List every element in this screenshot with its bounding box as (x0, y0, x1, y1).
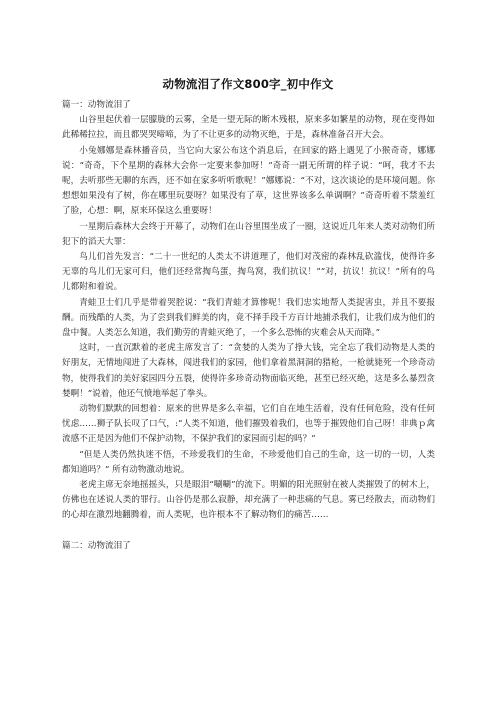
paragraph: “但是人类仍然执迷不悟，不珍爱我们的生命，不珍爱他们自己的生命，这一切的一切，人类都知道吗？” 所有动物激动地说。 (62, 449, 435, 475)
section-spacer (62, 524, 435, 539)
paragraph: 小兔娜娜是森林播音员，当它向大家公布这个消息后，在回家的路上遇见了小猴奇奇，娜娜说：“奇奇，下个星期的森林大会你一定要来参加呀！”奇奇一副无所谓的样子说：“呵，我才不去呢，去听那些无聊的东西，还不如在家多听听歌呢！”娜娜说：“不对，这次谈论的是环境问题。你想想如果没有了树，你在哪里玩耍呀？如果没有了草，这世界该多么单调啊？”奇奇听着不禁羞红了脸，心想：啊，原来环保这么重要呀！ (62, 145, 435, 217)
paragraph: 动物们默默的回想着：原来的世界是多么幸福，它们自在地生活着，没有任何危险，没有任何忧虑……狮子队长叹了口气，:“人类不知道，他们摧毁着我们，也等于摧毁他们自己呀！非典ｐ禽流感不正是因为他们不保护动物，不保护我们的家园而引起的吗？” (62, 404, 435, 445)
section-heading-1: 篇一：动物流泪了 (62, 100, 131, 110)
document-title: 动物流泪了作文800字_初中作文 (162, 77, 334, 91)
paragraph: 鸟儿们首先发言：“二十一世纪的人类太不讲道理了，他们对茂密的森林乱砍滥伐，使得许多无辜的鸟儿们无家可归，他们还经常掏鸟蛋，掏鸟窝，我们抗议！”“对，抗议！抗议！”所有的鸟儿都附和着说。 (62, 252, 435, 293)
paragraph: 老虎主席无奈地摇摇头，只是眼泪“唰唰”的流下。明媚的阳光照射在被人类摧毁了的树木上，仿佛也在述说人类的罪行。山谷仍是那么寂静，却充满了一种悲痛的气息。雾已经散去，而动物们的心却在激烈地翻腾着，而人类呢，也许根本不了解动物们的痛苦…… (62, 480, 435, 521)
paragraph: 这时，一直沉默着的老虎主席发言了：“贪婪的人类为了挣大钱，完全忘了我们动物是人类的好朋友，无情地闯进了大森林，闯进我们的家园，他们拿着黑洞洞的猎枪，一枪就毙死一个珍奇动物，使得我们的美好家园四分五裂，使得许多珍奇动物面临灭绝，甚至已经灭绝，这是多么暴烈贪婪啊！”说着，他还气愤地举起了拳头。 (62, 343, 435, 399)
paragraph: 青蛙卫士们几乎是带着哭腔说：“我们青蛙才算惨呢！我们忠实地帮人类捉害虫，并且不要报酬。而残酷的人类，为了尝到我们鲜美的肉，竟不择手段千方百计地捕杀我们，让我们成为他们的盘中餐。人类怎么知道，我们勤劳的青蛙灭绝了，一个多么恐怖的灾难会从天而降。” (62, 297, 435, 339)
document-body (62, 98, 435, 554)
section-heading-2: 篇二：动物流泪了 (62, 540, 131, 551)
paragraph: 山谷里起伏着一层朦胧的云雾，全是一望无际的断木残根，原来多如繁星的动物，现在变得如此稀稀拉拉，而且都哭哭啼啼，为了不让更多的动物灭绝，于是，森林准备召开大会。 (62, 115, 435, 141)
paragraph: 一星期后森林大会终于开幕了，动物们在山谷里围坐成了一圈，这说近几年来人类对动物们所犯下的滔天大罪： (62, 221, 435, 247)
